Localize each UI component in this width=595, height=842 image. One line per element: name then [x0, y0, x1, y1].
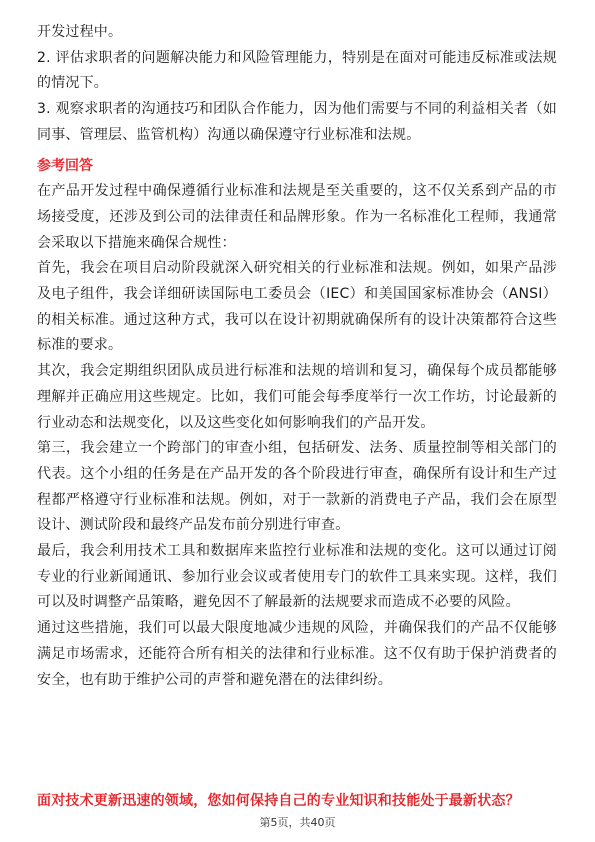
answer-paragraph-intro: 在产品开发过程中确保遵循行业标准和法规是至关重要的，这不仅关系到产品的市场接受度，还涉及到公司的法律责任和品牌形象。作为一名标准化工程师，我通常会采取以下措施来确保合规性： — [37, 183, 557, 251]
answer-paragraph-second: 其次，我会定期组织团队成员进行标准和法规的培训和复习，确保每个成员都能够理解并正确应用这些规定。比如，我们可能会每季度举行一次工作坊，讨论最新的行业动态和法规变化，以及这些变化如何影响我们的产品开发。 — [37, 363, 557, 431]
page-number-footer: 第5页，共40页 — [259, 816, 336, 829]
answer-paragraph-fourth: 最后，我会利用技术工具和数据库来监控行业标准和法规的变化。这可以通过订阅专业的行业新闻通讯、参加行业会议或者使用专门的软件工具来实现。这样，我们可以及时调整产品策略，避免因不了解最新的法规要求而造成不必要的风险。 — [37, 543, 557, 611]
answer-heading: 参考回答 — [37, 157, 93, 174]
answer-paragraph-conclusion: 通过这些措施，我们可以最大限度地减少违规的风险，并确保我们的产品不仅能够满足市场需求，还能符合所有相关的法律和行业标准。这不仅有助于保护消费者的安全，也有助于维护公司的声誉和避免潜在的法律纠纷。 — [37, 620, 557, 688]
page-content — [37, 20, 557, 693]
intro-item-2: 2. 评估求职者的问题解决能力和风险管理能力，特别是在面对可能违反标准或法规的情况下。 — [37, 49, 557, 92]
intro-item-3: 3. 观察求职者的沟通技巧和团队合作能力，因为他们需要与不同的利益相关者（如同事、管理层、监管机构）沟通以确保遵守行业标准和法规。 — [37, 101, 557, 143]
intro-item-continuation: 开发过程中。 — [37, 24, 123, 40]
answer-paragraph-first: 首先，我会在项目启动阶段就深入研究相关的行业标准和法规。例如，如果产品涉及电子组件，我会详细研读国际电工委员会（IEC）和美国国家标准协会（ANSI）的相关标准。通过这种方式，我可以在设计初期就确保所有的设计决策都符合这些标准的要求。 — [37, 260, 557, 354]
next-question-heading: 面对技术更新迅速的领域，您如何保持自己的专业知识和技能处于最新状态？ — [37, 793, 520, 809]
answer-paragraph-third: 第三，我会建立一个跨部门的审查小组，包括研发、法务、质量控制等相关部门的代表。这个小组的任务是在产品开发的各个阶段进行审查，确保所有设计和生产过程都严格遵守行业标准和法规。例如，对于一款新的消费电子产品，我们会在原型设计、测试阶段和最终产品发布前分别进行审查。 — [37, 440, 557, 534]
